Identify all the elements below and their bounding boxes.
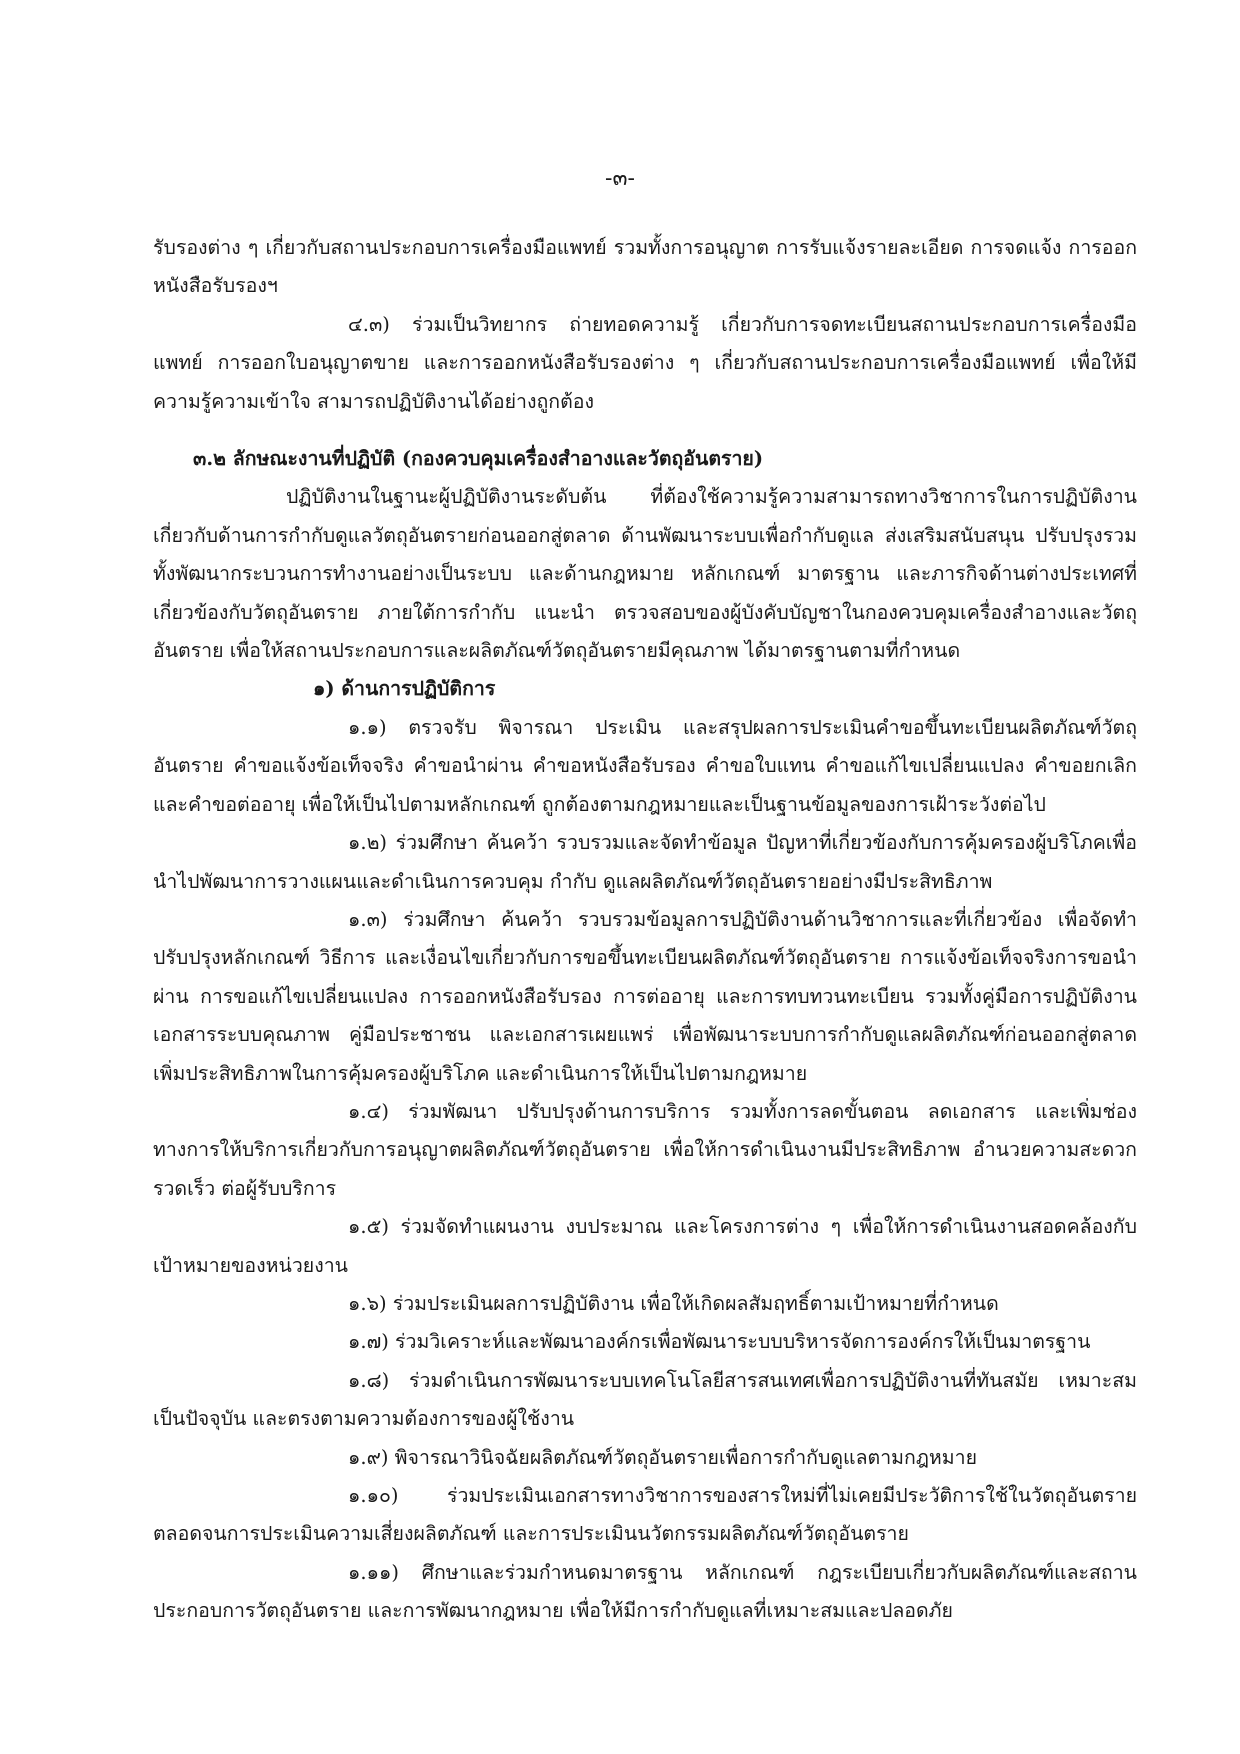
list-item: ๑.๑๐) ร่วมประเมินเอกสารทางวิชาการของสารใหม่ที่ไม่เคยมีประวัติการใช้ในวัตถุอันตรายตลอดจนการประเมินความเสี่ยงผลิตภัณฑ์ และการประเมินนวัตกรรมผลิตภัณฑ์วัตถุอันตราย [153,1484,1137,1546]
list-item: ๑.๒) ร่วมศึกษา ค้นคว้า รวบรวมและจัดทำข้อมูล ปัญหาที่เกี่ยวข้องกับการคุ้มครองผู้บริโภคเพื่อนำไปพัฒนาการวางแผนและดำเนินการควบคุม กำกับ ดูแลผลิตภัณฑ์วัตถุอันตรายอย่างมีประสิทธิภาพ [153,831,1137,893]
list-item: ๑.๖) ร่วมประเมินผลการปฏิบัติงาน เพื่อให้เกิดผลสัมฤทธิ์ตามเป้าหมายที่กำหนด [348,1291,999,1315]
document-body [153,229,1137,1631]
section-intro-paragraph: ปฏิบัติงานในฐานะผู้ปฏิบัติงานระดับต้น ที่ต้องใช้ความรู้ความสามารถทางวิชาการในการปฏิบัติงานเกี่ยวกับด้านการกำกับดูแลวัตถุอันตรายก่อนออกสู่ตลาด ด้านพัฒนาระบบเพื่อกำกับดูแล ส่งเสริมสนับสนุน ปรับปรุงรวมทั้งพัฒนากระบวนการทำงานอย่างเป็นระบบ และด้านกฎหมาย หลักเกณฑ์ มาตรฐาน และภารกิจด้านต่างประเทศที่เกี่ยวข้องกับวัตถุอันตราย ภายใต้การกำกับ แนะนำ ตรวจสอบของผู้บังคับบัญชาในกองควบคุมเครื่องสำอางและวัตถุอันตราย เพื่อให้สถานประกอบการและผลิตภัณฑ์วัตถุอันตรายมีคุณภาพ ได้มาตรฐานตามที่กำหนด [153,485,1137,663]
page-number: -๓- [605,166,635,191]
list-item: ๑.๕) ร่วมจัดทำแผนงาน งบประมาณ และโครงการต่าง ๆ เพื่อให้การดำเนินงานสอดคล้องกับเป้าหมายของหน่วยงาน [153,1215,1137,1277]
list-item: ๑.๗) ร่วมวิเคราะห์และพัฒนาองค์กรเพื่อพัฒนาระบบบริหารจัดการองค์กรให้เป็นมาตรฐาน [348,1330,1091,1354]
list-item: ๑.๙) พิจารณาวินิจฉัยผลิตภัณฑ์วัตถุอันตรายเพื่อการกำกับดูแลตามกฎหมาย [348,1445,977,1469]
list-item: ๑.๓) ร่วมศึกษา ค้นคว้า รวบรวมข้อมูลการปฏิบัติงานด้านวิชาการและที่เกี่ยวข้อง เพื่อจัดทำปรับปรุงหลักเกณฑ์ วิธีการ และเงื่อนไขเกี่ยวกับการขอขึ้นทะเบียนผลิตภัณฑ์วัตถุอันตราย การแจ้งข้อเท็จจริงการขอนำผ่าน การขอแก้ไขเปลี่ยนแปลง การออกหนังสือรับรอง การต่ออายุ และการทบทวนทะเบียน รวมทั้งคู่มือการปฏิบัติงาน เอกสารระบบคุณภาพ คู่มือประชาชน และเอกสารเผยแพร่ เพื่อพัฒนาระบบการกำกับดูแลผลิตภัณฑ์ก่อนออกสู่ตลาด เพิ่มประสิทธิภาพในการคุ้มครองผู้บริโภค และดำเนินการให้เป็นไปตามกฎหมาย [153,907,1137,1085]
paragraph-item-4-3: ๔.๓) ร่วมเป็นวิทยากร ถ่ายทอดความรู้ เกี่ยวกับการจดทะเบียนสถานประกอบการเครื่องมือแพทย์ การออกใบอนุญาตขาย และการออกหนังสือรับรองต่าง ๆ เกี่ยวกับสถานประกอบการเครื่องมือแพทย์ เพื่อให้มีความรู้ความเข้าใจ สามารถปฏิบัติงานได้อย่างถูกต้อง [153,312,1137,413]
list-item: ๑.๑) ตรวจรับ พิจารณา ประเมิน และสรุปผลการประเมินคำขอขึ้นทะเบียนผลิตภัณฑ์วัตถุอันตราย คำขอแจ้งข้อเท็จจริง คำขอนำผ่าน คำขอหนังสือรับรอง คำขอใบแทน คำขอแก้ไขเปลี่ยนแปลง คำขอยกเลิกและคำขอต่ออายุ เพื่อให้เป็นไปตามหลักเกณฑ์ ถูกต้องตามกฎหมายและเป็นฐานข้อมูลของการเฝ้าระวังต่อไป [153,715,1137,816]
list-item: ๑.๘) ร่วมดำเนินการพัฒนาระบบเทคโนโลยีสารสนเทศเพื่อการปฏิบัติงานที่ทันสมัย เหมาะสมเป็นปัจจุบัน และตรงตามความต้องการของผู้ใช้งาน [153,1368,1137,1431]
paragraph-continuation: รับรองต่าง ๆ เกี่ยวกับสถานประกอบการเครื่องมือแพทย์ รวมทั้งการอนุญาต การรับแจ้งรายละเอียด การจดแจ้ง การออกหนังสือรับรองฯ [153,236,1137,298]
subsection-heading: ๑) ด้านการปฏิบัติการ [313,677,496,701]
list-item: ๑.๔) ร่วมพัฒนา ปรับปรุงด้านการบริการ รวมทั้งการลดขั้นตอน ลดเอกสาร และเพิ่มช่องทางการให้บริการเกี่ยวกับการอนุญาตผลิตภัณฑ์วัตถุอันตราย เพื่อให้การดำเนินงานมีประสิทธิภาพ อำนวยความสะดวกรวดเร็ว ต่อผู้รับบริการ [153,1099,1137,1200]
section-heading: ๓.๒ ลักษณะงานที่ปฏิบัติ (กองควบคุมเครื่องสำอางและวัตถุอันตราย) [193,447,764,471]
list-item: ๑.๑๑) ศึกษาและร่วมกำหนดมาตรฐาน หลักเกณฑ์ กฎระเบียบเกี่ยวกับผลิตภัณฑ์และสถานประกอบการวัตถุอันตราย และการพัฒนากฎหมาย เพื่อให้มีการกำกับดูแลที่เหมาะสมและปลอดภัย [153,1560,1137,1623]
